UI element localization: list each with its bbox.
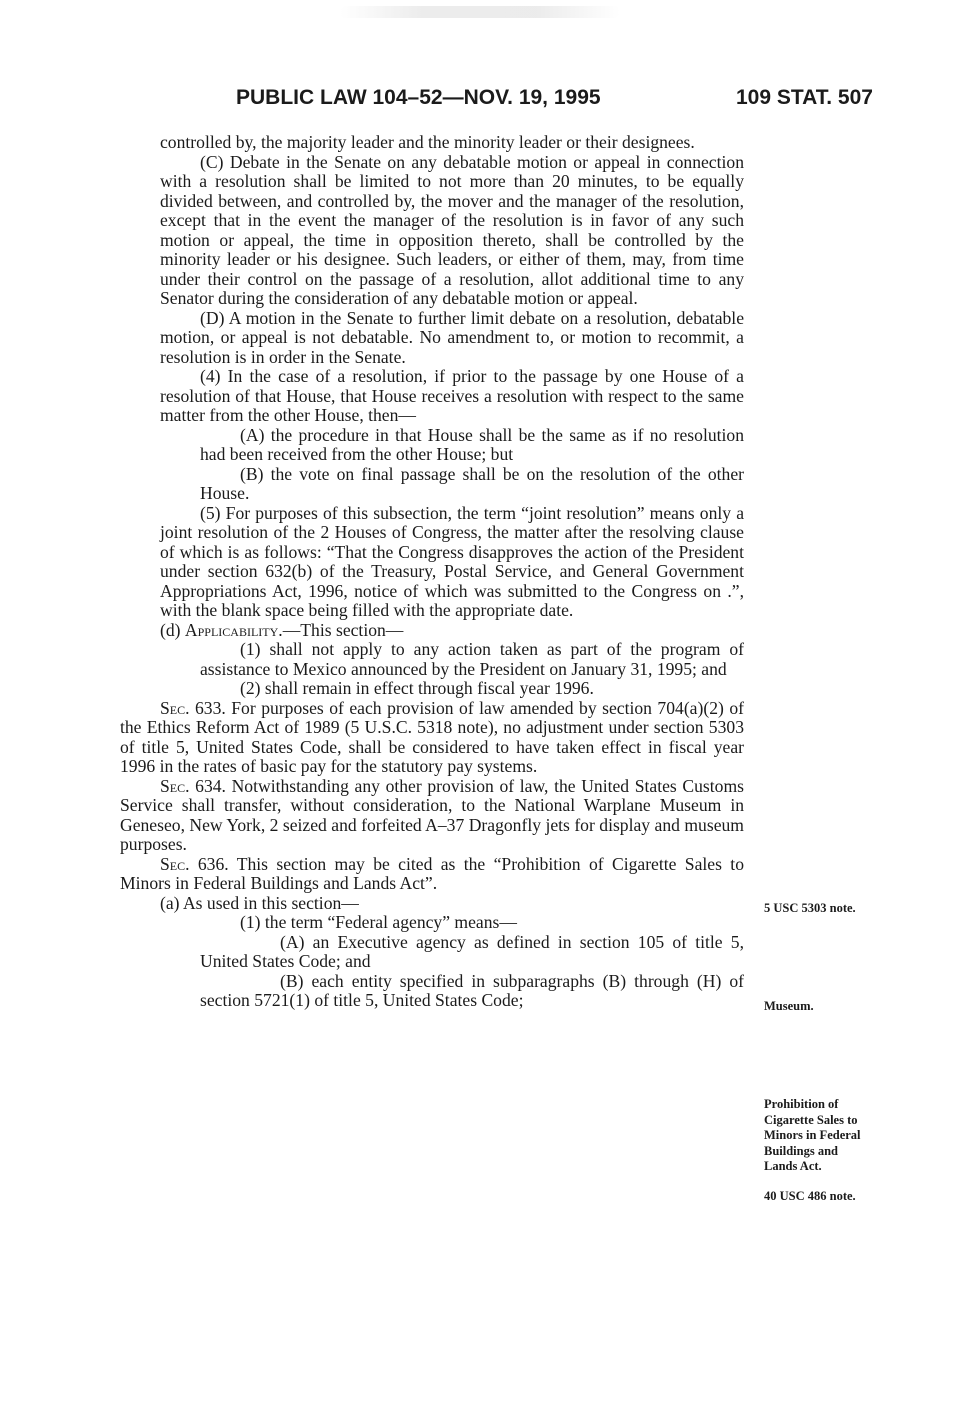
- paragraph-d1: (1) shall not apply to any action taken as part of the program of assistance to Mexico announced by the President on January 31, 1995; and: [200, 639, 744, 679]
- subsection-d-heading: [120, 621, 744, 641]
- section-634-sec: Sec: [160, 775, 186, 796]
- paragraph-5: (5) For purposes of this subsection, the term “joint resolution” means only a joint resolution of the 2 Houses of Congress, the matter after the resolving clause of which is as follows: “That the Congress disapproves the action of the President under section 632(b) of the Treasury, Postal Service, and General Government Appropriations Act, 1996, notice of which was submitted to the Congress on .”, with the blank space being filled with the appropriate date.: [160, 502, 744, 620]
- paragraph-3c: (C) Debate in the Senate on any debatable motion or appeal in connection with a resolution shall be limited to not more than 20 minutes, to be equally divided between, and controlled by, the mover and the manager of the resolution, except that in the event the manager of the resolution is in favor of any such motion or appeal, the time in opposition thereto, shall be controlled by the minority leader or his designee. Such leaders, or either of them, may, from time under their control on the passage of a resolution, allot additional time to any Senator during the consideration of any debatable motion or appeal.: [160, 151, 744, 308]
- margin-note-5usc5303: 5 USC 5303 note.: [764, 901, 856, 915]
- statute-page-number: 109 STAT. 507: [736, 86, 873, 109]
- section-633: [120, 699, 744, 777]
- running-head-title: PUBLIC LAW 104–52—NOV. 19, 1995: [236, 86, 601, 109]
- paragraph-4: (4) In the case of a resolution, if prior to the passage by one House of a resolution of that House, that House receives a resolution with respect to the same matter from the other House, then—: [160, 366, 744, 425]
- section-636-text: . 636. This section may be cited as the “Prohibition of Cigarette Sales to Minors in Federal Buildings and Lands Act”.: [120, 853, 744, 893]
- section-634: [120, 777, 744, 855]
- subsection-d-caps: Applicability: [184, 619, 279, 640]
- section-633-sec: Sec: [160, 697, 186, 718]
- margin-note-40usc486: 40 USC 486 note.: [764, 1189, 856, 1203]
- section-634-text: . 634. Notwithstanding any other provision of law, the United States Customs Service shall transfer, without consideration, to the National Warplane Museum in Geneseo, New York, 2 seized and forfeited A–37 Dragonfly jets for display and museum purposes.: [120, 775, 744, 854]
- page-header: [0, 86, 960, 116]
- paragraph-636a1B: (B) each entity specified in subparagraphs (B) through (H) of section 5721(1) of title 5, United States Code;: [200, 970, 744, 1010]
- section-636-sec: Sec: [160, 853, 186, 874]
- paragraph-3d: (D) A motion in the Senate to further limit debate on a resolution, debatable motion, or appeal is not debatable. No amendment to, or motion to recommit, a resolution is in order in the Senate.: [160, 307, 744, 367]
- section-636: [120, 855, 744, 894]
- law-body-text: [120, 133, 744, 1011]
- section-633-text: . 633. For purposes of each provision of law amended by section 704(a)(2) of the Ethics Reform Act of 1989 (5 U.S.C. 5318 note), no adjustment under section 5303 of title 5, United States Code, shall be considered to have taken effect in fiscal year 1996 in the rates of basic pay for the statutory pay systems.: [120, 697, 744, 776]
- margin-note-short-title: Prohibition of Cigarette Sales to Minors in Federal Buildings and Lands Act.: [764, 1097, 861, 1173]
- scan-artifact: [340, 6, 620, 18]
- subsection-d-rest: .—This section—: [278, 619, 404, 640]
- paragraph-636a1: (1) the term “Federal agency” means—: [240, 912, 517, 932]
- paragraph-continuation: controlled by, the majority leader and the minority leader or their designees.: [160, 132, 695, 152]
- subsection-d-label: (d): [160, 619, 185, 640]
- paragraph-d2: (2) shall remain in effect through fiscal year 1996.: [240, 678, 594, 698]
- paragraph-4b: (B) the vote on final passage shall be on the resolution of the other House.: [200, 463, 744, 503]
- paragraph-636a1A: (A) an Executive agency as defined in section 105 of title 5, United States Code; and: [200, 931, 744, 971]
- section-636a: (a) As used in this section—: [160, 892, 359, 913]
- paragraph-4a: (A) the procedure in that House shall be the same as if no resolution had been received from the other House; but: [200, 424, 744, 464]
- margin-note-museum: Museum.: [764, 999, 814, 1013]
